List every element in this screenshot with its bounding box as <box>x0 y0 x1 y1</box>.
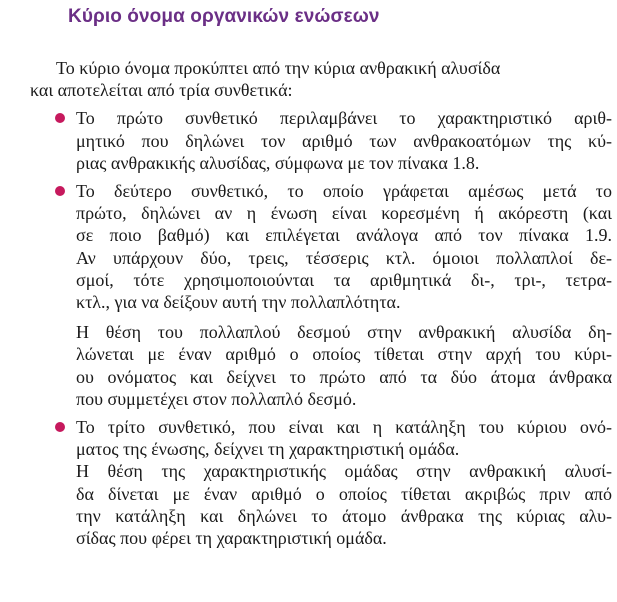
text-line: κτλ., για να δείξουν αυτή την πολλαπλότητα. <box>76 292 401 313</box>
text-line: μητικό που δηλώνει τον αριθμό των ανθρακοατόμων της κύ- <box>76 130 612 151</box>
text-line: ματος της ένωσης, δείχνει τη χαρακτηριστική ομάδα. <box>76 439 460 460</box>
text-line: Αν υπάρχουν δύο, τρεις, τέσσερις κτλ. όμοιοι πολλαπλοί δε- <box>76 247 612 268</box>
bullet-sub-paragraph <box>76 460 612 549</box>
bullet-paragraph <box>76 416 612 460</box>
text-line: Το τρίτο συνθετικό, που είναι και η κατάληξη του κύριου ονό- <box>76 417 612 438</box>
bullet-list <box>30 107 612 549</box>
bullet-dot-icon <box>55 422 65 432</box>
text-line: δα δίνεται με έναν αριθμό ο οποίος τίθεται ακριβώς πριν από <box>76 483 612 504</box>
bullet-item-first-component <box>30 107 612 174</box>
text-line: λώνεται με έναν αριθμό ο οποίος τίθεται στην αρχή του κύρι- <box>76 344 612 365</box>
text-line: σμοί, τότε χρησιμοποιούνται τα αριθμητικά δι-, τρι-, τετρα- <box>76 269 612 290</box>
text-line: σε ποιο βαθμό) και επιλέγεται ανάλογα από τον πίνακα 1.9. <box>76 225 612 246</box>
intro-line: Το κύριο όνομα προκύπτει από την κύρια ανθρακική αλυσίδα <box>56 58 501 78</box>
text-line: Το πρώτο συνθετικό περιλαμβάνει το χαρακτηριστικό αριθ- <box>76 108 612 129</box>
bullet-sub-paragraph <box>76 321 612 410</box>
bullet-dot-icon <box>55 113 65 123</box>
body-text <box>30 57 612 549</box>
text-line: πρώτο, δηλώνει αν η ένωση είναι κορεσμένη ή ακόρεστη (και <box>76 203 612 224</box>
bullet-paragraph <box>76 107 612 174</box>
text-line: Η θέση της χαρακτηριστικής ομάδας στην ανθρακική αλυσί- <box>76 461 612 482</box>
text-line: ριας ανθρακικής αλυσίδας, σύμφωνα με τον πίνακα 1.8. <box>76 152 480 173</box>
text-line: ου ονόματος και δείχνει το πρώτο από τα δύο άτομα άνθρακα <box>76 366 612 387</box>
intro-line: και αποτελείται από τρία συνθετικά: <box>30 80 293 101</box>
text-line: Η θέση του πολλαπλού δεσμού στην ανθρακική αλυσίδα δη- <box>76 322 612 343</box>
section-heading: Κύριο όνομα οργανικών ενώσεων <box>68 6 380 27</box>
bullet-item-third-component <box>30 416 612 549</box>
intro-paragraph <box>30 57 612 101</box>
text-line: που συμμετέχει στον πολλαπλό δεσμό. <box>76 388 357 409</box>
text-line: Το δεύτερο συνθετικό, το οποίο γράφεται αμέσως μετά το <box>76 181 612 202</box>
text-line: την κατάληξη και δηλώνει το άτομο άνθρακα της κύριας αλυ- <box>76 505 612 526</box>
bullet-item-second-component <box>30 180 612 410</box>
bullet-dot-icon <box>55 186 65 196</box>
bullet-paragraph <box>76 180 612 313</box>
text-line: σίδας που φέρει τη χαρακτηριστική ομάδα. <box>76 528 387 549</box>
